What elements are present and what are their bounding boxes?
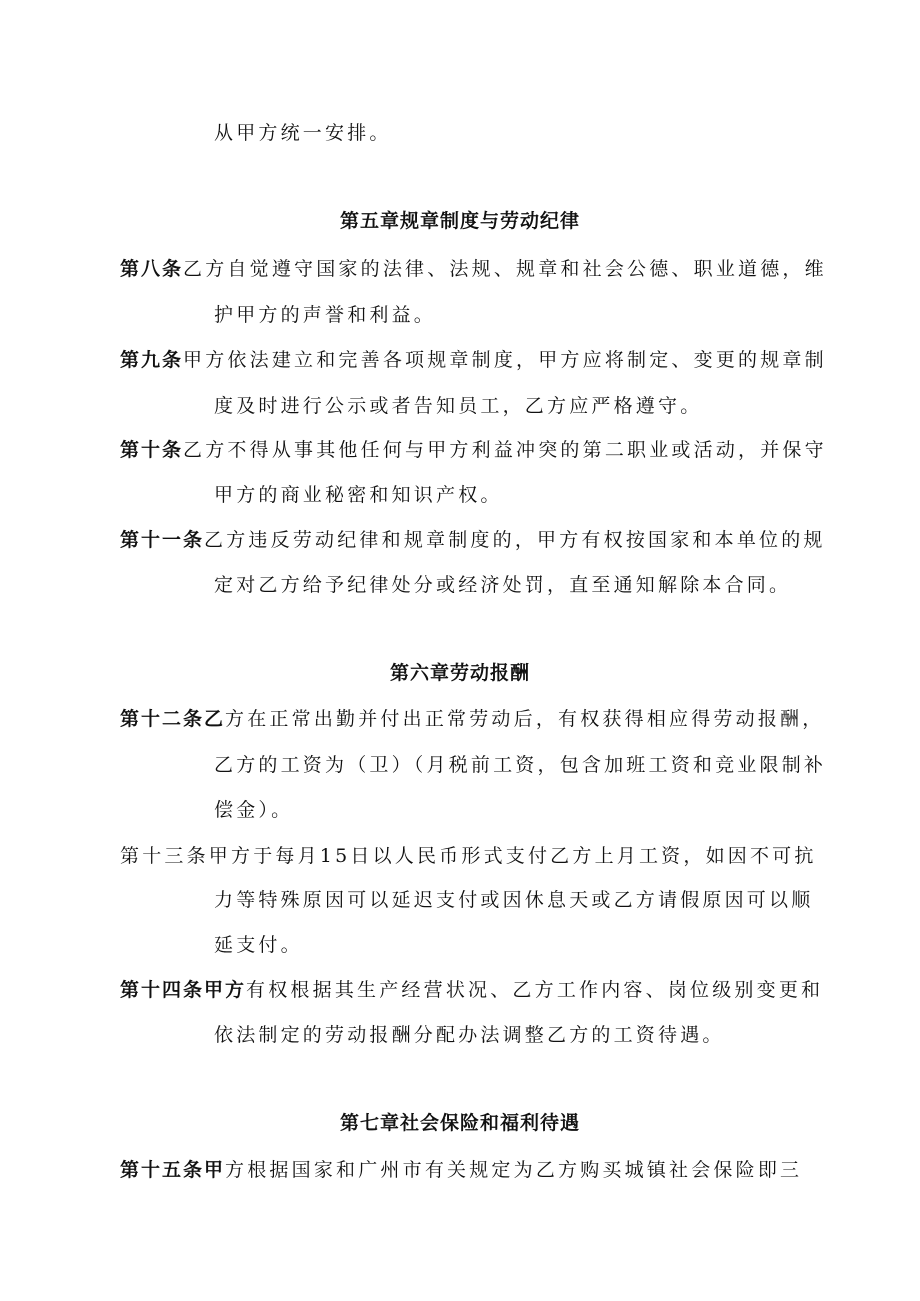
continuation-line: 从甲方统一安排。 [214, 122, 392, 144]
article-13-line-1: 第十三条甲方于每月15日以人民币形式支付乙方上月工资，如因不可抗 [120, 845, 817, 867]
article-9-line-1 [120, 347, 827, 373]
chapter-6-title: 第六章劳动报酬 [389, 662, 530, 684]
article-12-label: 第十二条乙 [120, 708, 226, 730]
article-11-line-1 [120, 527, 826, 553]
article-13-line-3: 延支付。 [214, 934, 303, 956]
article-12-line-2: 乙方的工资为（卫）（月税前工资，包含加班工资和竞业限制补 [214, 754, 827, 776]
article-10-label: 第十条 [120, 439, 184, 461]
chapter-5-title: 第五章规章制度与劳动纪律 [339, 210, 580, 232]
article-10-text-1: 乙方不得从事其他任何与甲方利益冲突的第二职业或活动，并保守 [183, 439, 827, 461]
article-10-line-2: 甲方的商业秘密和知识产权。 [214, 484, 503, 506]
article-9-text-1: 甲方依法建立和完善各项规章制度，甲方应将制定、变更的规章制 [183, 349, 827, 371]
article-14-line-1 [120, 977, 823, 1003]
article-8-line-2: 护甲方的声誉和利益。 [214, 304, 437, 326]
article-12-line-3: 偿金）。 [214, 799, 294, 821]
article-14-label: 第十四条甲方 [120, 979, 247, 1001]
article-14-text-1: 有权根据其生产经营状况、乙方工作内容、岗位级别变更和 [246, 979, 824, 1001]
article-12-text-1: 方在正常出勤并付出正常劳动后，有权获得相应得劳动报酬， [225, 708, 825, 730]
article-13-line-2: 力等特殊原因可以延迟支付或因休息天或乙方请假原因可以顺 [214, 889, 814, 911]
article-15-line-1 [120, 1157, 802, 1183]
article-8-text-1: 乙方自觉遵守国家的法律、法规、规章和社会公德、职业道德，维 [183, 258, 827, 280]
article-9-line-2: 度及时进行公示或者告知员工，乙方应严格遵守。 [214, 395, 703, 417]
article-14-line-2: 依法制定的劳动报酬分配办法调整乙方的工资待遇。 [214, 1024, 725, 1046]
article-12-line-1 [120, 706, 824, 732]
article-15-label: 第十五条甲 [120, 1159, 226, 1181]
article-15-text-1: 方根据国家和广州市有关规定为乙方购买城镇社会保险即三 [225, 1159, 803, 1181]
article-11-text-1: 乙方违反劳动纪律和规章制度的，甲方有权按国家和本单位的规 [204, 529, 826, 551]
article-8-label: 第八条 [120, 258, 184, 280]
article-10-line-1 [120, 437, 827, 463]
article-11-label: 第十一条 [120, 529, 205, 551]
chapter-7-title: 第七章社会保险和福利待遇 [339, 1112, 580, 1134]
article-11-line-2: 定对乙方给予纪律处分或经济处罚，直至通知解除本合同。 [214, 574, 792, 596]
article-8-line-1 [120, 256, 827, 282]
article-9-label: 第九条 [120, 349, 184, 371]
